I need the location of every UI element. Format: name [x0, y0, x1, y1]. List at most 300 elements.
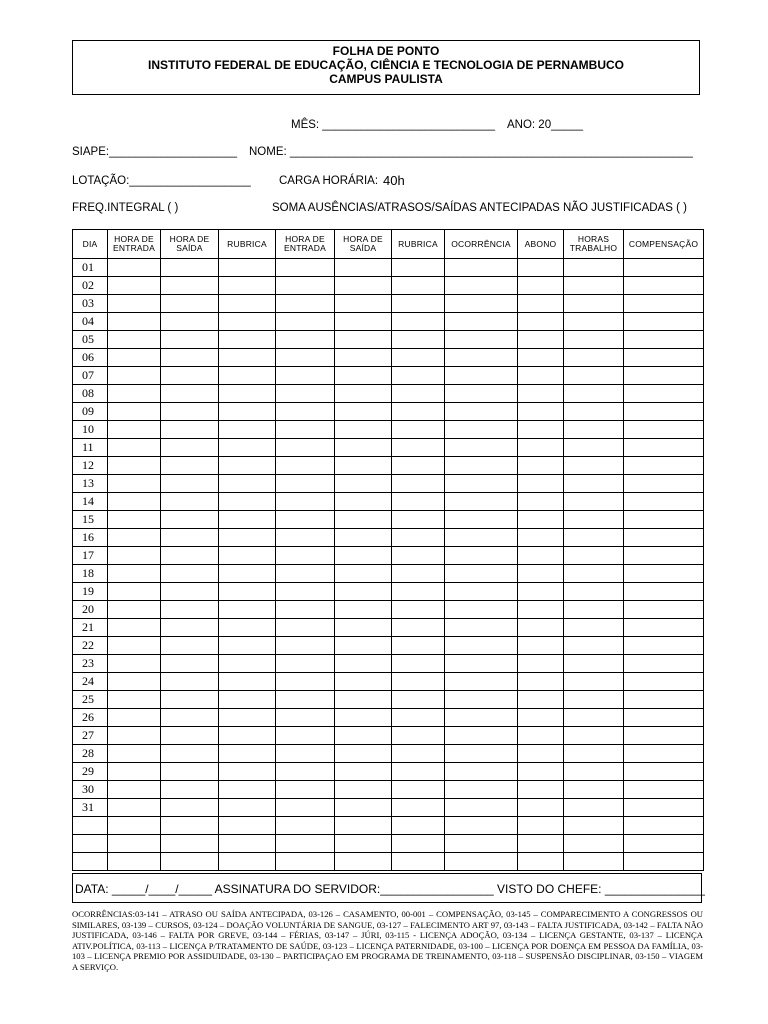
entry-cell[interactable]	[219, 763, 276, 781]
entry-cell[interactable]	[335, 583, 392, 601]
entry-cell[interactable]	[445, 817, 518, 835]
entry-cell[interactable]	[624, 403, 704, 421]
entry-cell[interactable]	[276, 673, 335, 691]
entry-cell[interactable]	[445, 295, 518, 313]
entry-cell[interactable]	[564, 817, 624, 835]
entry-cell[interactable]	[445, 655, 518, 673]
entry-cell[interactable]	[161, 799, 219, 817]
signature-line[interactable]: DATA: _____/____/_____ ASSINATURA DO SERVIDOR:_________________ VISTO DO CHEFE: _______________	[75, 882, 705, 896]
entry-cell[interactable]	[219, 421, 276, 439]
entry-cell[interactable]	[564, 745, 624, 763]
entry-cell[interactable]	[219, 619, 276, 637]
entry-cell[interactable]	[219, 259, 276, 277]
entry-cell[interactable]	[161, 295, 219, 313]
entry-cell[interactable]	[518, 655, 564, 673]
entry-cell[interactable]	[276, 835, 335, 853]
entry-cell[interactable]	[564, 259, 624, 277]
entry-cell[interactable]	[518, 457, 564, 475]
entry-cell[interactable]	[518, 853, 564, 871]
entry-cell[interactable]	[624, 529, 704, 547]
entry-cell[interactable]	[445, 565, 518, 583]
entry-cell[interactable]	[624, 601, 704, 619]
entry-cell[interactable]	[335, 439, 392, 457]
entry-cell[interactable]	[392, 727, 445, 745]
entry-cell[interactable]	[108, 421, 161, 439]
entry-cell[interactable]	[518, 709, 564, 727]
entry-cell[interactable]	[564, 691, 624, 709]
entry-cell[interactable]	[445, 385, 518, 403]
entry-cell[interactable]	[335, 385, 392, 403]
entry-cell[interactable]	[335, 349, 392, 367]
entry-cell[interactable]	[392, 493, 445, 511]
entry-cell[interactable]	[445, 259, 518, 277]
entry-cell[interactable]	[445, 619, 518, 637]
entry-cell[interactable]	[392, 799, 445, 817]
entry-cell[interactable]	[392, 511, 445, 529]
entry-cell[interactable]	[624, 835, 704, 853]
entry-cell[interactable]	[276, 565, 335, 583]
entry-cell[interactable]	[276, 655, 335, 673]
entry-cell[interactable]	[518, 547, 564, 565]
entry-cell[interactable]	[219, 277, 276, 295]
entry-cell[interactable]	[108, 835, 161, 853]
entry-cell[interactable]	[219, 691, 276, 709]
entry-cell[interactable]	[518, 727, 564, 745]
entry-cell[interactable]	[445, 637, 518, 655]
entry-cell[interactable]	[518, 403, 564, 421]
entry-cell[interactable]	[445, 349, 518, 367]
entry-cell[interactable]	[108, 475, 161, 493]
entry-cell[interactable]	[564, 529, 624, 547]
entry-cell[interactable]	[518, 349, 564, 367]
entry-cell[interactable]	[518, 475, 564, 493]
entry-cell[interactable]	[219, 313, 276, 331]
entry-cell[interactable]	[335, 673, 392, 691]
entry-cell[interactable]	[518, 637, 564, 655]
entry-cell[interactable]	[624, 637, 704, 655]
entry-cell[interactable]	[276, 421, 335, 439]
entry-cell[interactable]	[219, 835, 276, 853]
entry-cell[interactable]	[392, 313, 445, 331]
entry-cell[interactable]	[624, 367, 704, 385]
entry-cell[interactable]	[108, 673, 161, 691]
entry-cell[interactable]	[219, 709, 276, 727]
entry-cell[interactable]	[335, 331, 392, 349]
entry-cell[interactable]	[564, 781, 624, 799]
entry-cell[interactable]	[108, 763, 161, 781]
entry-cell[interactable]	[108, 637, 161, 655]
entry-cell[interactable]	[624, 745, 704, 763]
lotacao-field[interactable]: LOTAÇÃO:___________________	[72, 175, 251, 187]
entry-cell[interactable]	[624, 547, 704, 565]
entry-cell[interactable]	[392, 835, 445, 853]
entry-cell[interactable]	[276, 763, 335, 781]
entry-cell[interactable]	[445, 439, 518, 457]
entry-cell[interactable]	[335, 655, 392, 673]
entry-cell[interactable]	[219, 637, 276, 655]
entry-cell[interactable]	[392, 421, 445, 439]
entry-cell[interactable]	[161, 367, 219, 385]
entry-cell[interactable]	[445, 691, 518, 709]
entry-cell[interactable]	[564, 709, 624, 727]
entry-cell[interactable]	[335, 619, 392, 637]
entry-cell[interactable]	[518, 493, 564, 511]
entry-cell[interactable]	[108, 817, 161, 835]
entry-cell[interactable]	[276, 511, 335, 529]
entry-cell[interactable]	[276, 439, 335, 457]
entry-cell[interactable]	[108, 403, 161, 421]
entry-cell[interactable]	[276, 799, 335, 817]
entry-cell[interactable]	[392, 367, 445, 385]
entry-cell[interactable]	[392, 529, 445, 547]
entry-cell[interactable]	[445, 367, 518, 385]
entry-cell[interactable]	[219, 367, 276, 385]
entry-cell[interactable]	[276, 547, 335, 565]
entry-cell[interactable]	[392, 601, 445, 619]
entry-cell[interactable]	[276, 583, 335, 601]
entry-cell[interactable]	[445, 475, 518, 493]
entry-cell[interactable]	[624, 583, 704, 601]
entry-cell[interactable]	[624, 421, 704, 439]
entry-cell[interactable]	[564, 331, 624, 349]
entry-cell[interactable]	[392, 439, 445, 457]
entry-cell[interactable]	[108, 709, 161, 727]
entry-cell[interactable]	[335, 367, 392, 385]
entry-cell[interactable]	[276, 295, 335, 313]
entry-cell[interactable]	[276, 529, 335, 547]
entry-cell[interactable]	[445, 835, 518, 853]
entry-cell[interactable]	[161, 691, 219, 709]
entry-cell[interactable]	[392, 745, 445, 763]
entry-cell[interactable]	[392, 277, 445, 295]
entry-cell[interactable]	[624, 673, 704, 691]
entry-cell[interactable]	[624, 259, 704, 277]
entry-cell[interactable]	[518, 277, 564, 295]
entry-cell[interactable]	[564, 313, 624, 331]
entry-cell[interactable]	[108, 367, 161, 385]
entry-cell[interactable]	[564, 637, 624, 655]
entry-cell[interactable]	[161, 835, 219, 853]
entry-cell[interactable]	[564, 421, 624, 439]
entry-cell[interactable]	[335, 763, 392, 781]
entry-cell[interactable]	[445, 331, 518, 349]
entry-cell[interactable]	[161, 511, 219, 529]
entry-cell[interactable]	[564, 277, 624, 295]
entry-cell[interactable]	[161, 781, 219, 799]
entry-cell[interactable]	[624, 763, 704, 781]
entry-cell[interactable]	[392, 619, 445, 637]
entry-cell[interactable]	[624, 709, 704, 727]
entry-cell[interactable]	[219, 331, 276, 349]
entry-cell[interactable]	[445, 421, 518, 439]
entry-cell[interactable]	[335, 277, 392, 295]
entry-cell[interactable]	[445, 853, 518, 871]
entry-cell[interactable]	[392, 655, 445, 673]
entry-cell[interactable]	[445, 799, 518, 817]
entry-cell[interactable]	[161, 421, 219, 439]
entry-cell[interactable]	[108, 583, 161, 601]
entry-cell[interactable]	[108, 781, 161, 799]
entry-cell[interactable]	[392, 295, 445, 313]
entry-cell[interactable]	[335, 547, 392, 565]
entry-cell[interactable]	[276, 475, 335, 493]
entry-cell[interactable]	[624, 349, 704, 367]
entry-cell[interactable]	[335, 493, 392, 511]
entry-cell[interactable]	[108, 259, 161, 277]
entry-cell[interactable]	[335, 691, 392, 709]
entry-cell[interactable]	[161, 565, 219, 583]
entry-cell[interactable]	[335, 835, 392, 853]
entry-cell[interactable]	[219, 799, 276, 817]
entry-cell[interactable]	[108, 385, 161, 403]
entry-cell[interactable]	[624, 277, 704, 295]
entry-cell[interactable]	[335, 781, 392, 799]
entry-cell[interactable]	[108, 727, 161, 745]
entry-cell[interactable]	[335, 313, 392, 331]
entry-cell[interactable]	[392, 457, 445, 475]
entry-cell[interactable]	[392, 709, 445, 727]
entry-cell[interactable]	[392, 583, 445, 601]
entry-cell[interactable]	[518, 331, 564, 349]
entry-cell[interactable]	[335, 421, 392, 439]
entry-cell[interactable]	[161, 745, 219, 763]
entry-cell[interactable]	[335, 799, 392, 817]
entry-cell[interactable]	[161, 619, 219, 637]
entry-cell[interactable]	[108, 529, 161, 547]
entry-cell[interactable]	[518, 691, 564, 709]
entry-cell[interactable]	[624, 853, 704, 871]
entry-cell[interactable]	[335, 853, 392, 871]
entry-cell[interactable]	[624, 457, 704, 475]
entry-cell[interactable]	[161, 655, 219, 673]
entry-cell[interactable]	[564, 295, 624, 313]
entry-cell[interactable]	[392, 385, 445, 403]
entry-cell[interactable]	[161, 349, 219, 367]
entry-cell[interactable]	[276, 853, 335, 871]
entry-cell[interactable]	[108, 457, 161, 475]
entry-cell[interactable]	[161, 601, 219, 619]
entry-cell[interactable]	[335, 565, 392, 583]
entry-cell[interactable]	[276, 601, 335, 619]
entry-cell[interactable]	[219, 853, 276, 871]
entry-cell[interactable]	[276, 403, 335, 421]
entry-cell[interactable]	[445, 493, 518, 511]
entry-cell[interactable]	[518, 259, 564, 277]
entry-cell[interactable]	[276, 727, 335, 745]
entry-cell[interactable]	[518, 385, 564, 403]
entry-cell[interactable]	[219, 727, 276, 745]
entry-cell[interactable]	[564, 547, 624, 565]
entry-cell[interactable]	[161, 385, 219, 403]
entry-cell[interactable]	[219, 601, 276, 619]
entry-cell[interactable]	[624, 799, 704, 817]
entry-cell[interactable]	[518, 799, 564, 817]
entry-cell[interactable]	[624, 385, 704, 403]
entry-cell[interactable]	[335, 817, 392, 835]
entry-cell[interactable]	[335, 727, 392, 745]
entry-cell[interactable]	[392, 331, 445, 349]
entry-cell[interactable]	[392, 673, 445, 691]
entry-cell[interactable]	[445, 457, 518, 475]
entry-cell[interactable]	[219, 403, 276, 421]
entry-cell[interactable]	[276, 457, 335, 475]
entry-cell[interactable]	[276, 493, 335, 511]
entry-cell[interactable]	[276, 331, 335, 349]
entry-cell[interactable]	[518, 367, 564, 385]
entry-cell[interactable]	[161, 763, 219, 781]
entry-cell[interactable]	[518, 835, 564, 853]
entry-cell[interactable]	[276, 259, 335, 277]
entry-cell[interactable]	[518, 583, 564, 601]
entry-cell[interactable]	[518, 763, 564, 781]
entry-cell[interactable]	[108, 601, 161, 619]
entry-cell[interactable]	[445, 763, 518, 781]
entry-cell[interactable]	[392, 781, 445, 799]
absence-sum-field[interactable]: SOMA AUSÊNCIAS/ATRASOS/SAÍDAS ANTECIPADAS NÃO JUSTIFICADAS ( )	[272, 202, 687, 214]
entry-cell[interactable]	[564, 475, 624, 493]
entry-cell[interactable]	[624, 619, 704, 637]
entry-cell[interactable]	[108, 655, 161, 673]
entry-cell[interactable]	[161, 403, 219, 421]
entry-cell[interactable]	[445, 745, 518, 763]
entry-cell[interactable]	[276, 691, 335, 709]
entry-cell[interactable]	[161, 853, 219, 871]
entry-cell[interactable]	[161, 259, 219, 277]
entry-cell[interactable]	[518, 511, 564, 529]
entry-cell[interactable]	[219, 655, 276, 673]
entry-cell[interactable]	[219, 745, 276, 763]
entry-cell[interactable]	[624, 295, 704, 313]
entry-cell[interactable]	[518, 745, 564, 763]
entry-cell[interactable]	[276, 637, 335, 655]
entry-cell[interactable]	[518, 439, 564, 457]
entry-cell[interactable]	[161, 529, 219, 547]
entry-cell[interactable]	[108, 295, 161, 313]
entry-cell[interactable]	[108, 313, 161, 331]
entry-cell[interactable]	[335, 709, 392, 727]
entry-cell[interactable]	[564, 853, 624, 871]
entry-cell[interactable]	[445, 403, 518, 421]
entry-cell[interactable]	[161, 331, 219, 349]
entry-cell[interactable]	[564, 457, 624, 475]
entry-cell[interactable]	[518, 421, 564, 439]
entry-cell[interactable]	[624, 313, 704, 331]
entry-cell[interactable]	[335, 529, 392, 547]
entry-cell[interactable]	[392, 403, 445, 421]
entry-cell[interactable]	[335, 475, 392, 493]
entry-cell[interactable]	[335, 403, 392, 421]
entry-cell[interactable]	[108, 745, 161, 763]
entry-cell[interactable]	[276, 367, 335, 385]
entry-cell[interactable]	[564, 367, 624, 385]
entry-cell[interactable]	[219, 457, 276, 475]
entry-cell[interactable]	[518, 565, 564, 583]
entry-cell[interactable]	[219, 439, 276, 457]
entry-cell[interactable]	[161, 313, 219, 331]
entry-cell[interactable]	[445, 277, 518, 295]
entry-cell[interactable]	[445, 547, 518, 565]
entry-cell[interactable]	[392, 853, 445, 871]
entry-cell[interactable]	[276, 817, 335, 835]
entry-cell[interactable]	[445, 529, 518, 547]
siape-field[interactable]: SIAPE:____________________	[72, 146, 237, 158]
entry-cell[interactable]	[108, 511, 161, 529]
entry-cell[interactable]	[219, 529, 276, 547]
entry-cell[interactable]	[392, 565, 445, 583]
entry-cell[interactable]	[335, 511, 392, 529]
entry-cell[interactable]	[108, 277, 161, 295]
entry-cell[interactable]	[219, 511, 276, 529]
month-field[interactable]: MÊS: ___________________________	[291, 119, 495, 131]
entry-cell[interactable]	[518, 781, 564, 799]
entry-cell[interactable]	[392, 349, 445, 367]
entry-cell[interactable]	[518, 601, 564, 619]
entry-cell[interactable]	[445, 727, 518, 745]
entry-cell[interactable]	[624, 817, 704, 835]
entry-cell[interactable]	[392, 817, 445, 835]
entry-cell[interactable]	[108, 331, 161, 349]
entry-cell[interactable]	[219, 583, 276, 601]
entry-cell[interactable]	[219, 673, 276, 691]
entry-cell[interactable]	[108, 439, 161, 457]
entry-cell[interactable]	[161, 583, 219, 601]
entry-cell[interactable]	[108, 799, 161, 817]
entry-cell[interactable]	[335, 295, 392, 313]
entry-cell[interactable]	[564, 385, 624, 403]
entry-cell[interactable]	[564, 583, 624, 601]
entry-cell[interactable]	[219, 295, 276, 313]
entry-cell[interactable]	[518, 673, 564, 691]
entry-cell[interactable]	[564, 493, 624, 511]
entry-cell[interactable]	[624, 439, 704, 457]
entry-cell[interactable]	[108, 349, 161, 367]
entry-cell[interactable]	[624, 493, 704, 511]
entry-cell[interactable]	[219, 817, 276, 835]
entry-cell[interactable]	[624, 565, 704, 583]
entry-cell[interactable]	[219, 475, 276, 493]
entry-cell[interactable]	[445, 601, 518, 619]
entry-cell[interactable]	[161, 637, 219, 655]
entry-cell[interactable]	[564, 799, 624, 817]
entry-cell[interactable]	[445, 313, 518, 331]
entry-cell[interactable]	[445, 511, 518, 529]
entry-cell[interactable]	[276, 277, 335, 295]
entry-cell[interactable]	[445, 583, 518, 601]
full-frequency-field[interactable]: FREQ.INTEGRAL ( )	[72, 202, 179, 214]
entry-cell[interactable]	[108, 565, 161, 583]
entry-cell[interactable]	[518, 817, 564, 835]
entry-cell[interactable]	[392, 691, 445, 709]
entry-cell[interactable]	[108, 691, 161, 709]
entry-cell[interactable]	[161, 457, 219, 475]
entry-cell[interactable]	[161, 709, 219, 727]
entry-cell[interactable]	[564, 403, 624, 421]
entry-cell[interactable]	[564, 349, 624, 367]
entry-cell[interactable]	[392, 475, 445, 493]
entry-cell[interactable]	[161, 817, 219, 835]
entry-cell[interactable]	[276, 745, 335, 763]
entry-cell[interactable]	[108, 493, 161, 511]
entry-cell[interactable]	[108, 853, 161, 871]
entry-cell[interactable]	[445, 709, 518, 727]
entry-cell[interactable]	[335, 259, 392, 277]
entry-cell[interactable]	[276, 385, 335, 403]
entry-cell[interactable]	[276, 619, 335, 637]
entry-cell[interactable]	[392, 637, 445, 655]
name-field[interactable]: NOME: _______________________________________________________________	[249, 146, 693, 158]
entry-cell[interactable]	[392, 763, 445, 781]
entry-cell[interactable]	[392, 547, 445, 565]
